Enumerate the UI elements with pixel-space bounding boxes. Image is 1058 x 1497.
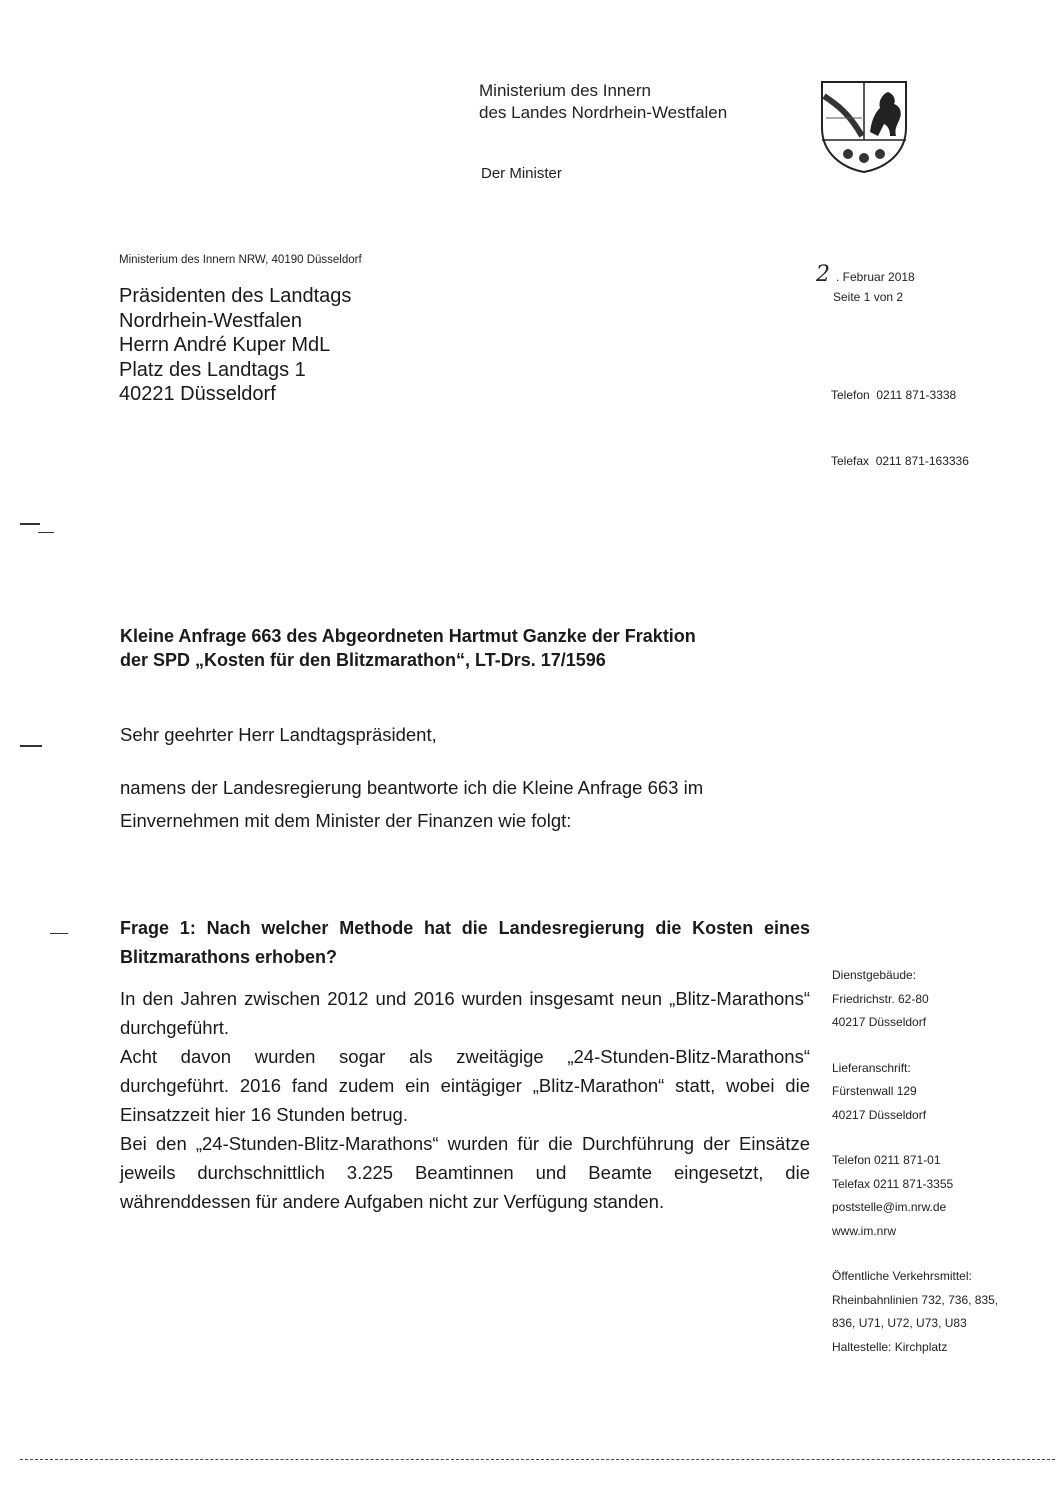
recipient-address	[119, 284, 351, 407]
answer-paragraph-2: Acht davon wurden sogar als zweitägige „24-Stunden-Blitz-Marathons“ durchgeführt. 2016 fand zudem ein eintägiger „Blitz-Marathon“ statt, wobei die Einsatzzeit hier 16 Stunden betrug.	[120, 1046, 810, 1125]
general-website: www.im.nrw	[832, 1223, 897, 1238]
answer-paragraph-1: In den Jahren zwischen 2012 und 2016 wurden insgesamt neun „Blitz-Marathons“ durchgeführt.	[120, 988, 810, 1038]
transit-line-1: Rheinbahnlinien 732, 736, 835,	[832, 1292, 999, 1307]
nrw-coat-of-arms-icon	[818, 78, 910, 174]
recipient-line-2: Nordrhein-Westfalen	[119, 309, 303, 332]
ministry-name	[479, 80, 727, 124]
contact-numbers	[831, 340, 969, 516]
question-1: Frage 1: Nach welcher Methode hat die Landesregierung die Kosten eines Blitzmarathons erhoben?	[120, 918, 810, 967]
recipient-line-3: Herrn André Kuper MdL	[119, 334, 331, 356]
general-phone: Telefon 0211 871-01	[832, 1153, 941, 1167]
contact-phone: Telefon 0211 871-3338	[831, 388, 957, 402]
intro-paragraph: namens der Landesregierung beantworte ich die Kleine Anfrage 663 im Einvernehmen mit dem Minister der Finanzen wie folgt:	[120, 777, 704, 831]
office-city: 40217 Düsseldorf	[832, 1015, 927, 1029]
ministry-line-2: des Landes Nordrhein-Westfalen	[479, 103, 728, 122]
office-street: Friedrichstr. 62-80	[832, 991, 929, 1006]
transit-stop: Haltestelle: Kirchplatz	[832, 1339, 948, 1354]
ministry-line-1: Ministerium des Innern	[479, 81, 651, 100]
answer-1	[120, 984, 810, 1216]
return-address: Ministerium des Innern NRW, 40190 Düsseldorf	[119, 254, 362, 266]
public-transit	[832, 1265, 1052, 1359]
salutation: Sehr geehrter Herr Landtagspräsident,	[120, 724, 437, 745]
recipient-line-4: Platz des Landtags 1	[119, 358, 306, 381]
answer-paragraph-3: Bei den „24-Stunden-Blitz-Marathons“ wurden für die Durchführung der Einsätze jeweils durchschnittlich 3.225 Beamtinnen und Beamte eingesetzt, die währenddessen für andere Aufgaben nicht zur Verfügung standen.	[120, 1133, 810, 1212]
subject-line-2: der SPD „Kosten für den Blitzmarathon“, LT-Drs. 17/1596	[120, 650, 606, 670]
date-month-year: . Februar 2018	[836, 270, 915, 284]
delivery-address	[832, 1057, 1052, 1128]
punch-mark	[20, 745, 42, 747]
recipient-line-1: Präsidenten des Landtags	[119, 285, 352, 307]
recipient-line-5: 40221 Düsseldorf	[119, 383, 276, 405]
scan-edge-line	[20, 1459, 1055, 1460]
fold-mark-top-tail	[38, 532, 54, 533]
delivery-street: Fürstenwall 129	[832, 1084, 917, 1098]
minister-label: Der Minister	[481, 165, 562, 182]
delivery-city: 40217 Düsseldorf	[832, 1107, 927, 1122]
general-contact	[832, 1149, 1052, 1243]
office-label: Dienstgebäude:	[832, 968, 917, 982]
transit-line-2: 836, U71, U72, U73, U83	[832, 1316, 967, 1330]
subject-line-1: Kleine Anfrage 663 des Abgeordneten Hartmut Ganzke der Fraktion	[120, 626, 696, 646]
subject-heading	[120, 624, 810, 672]
general-email: poststelle@im.nrw.de	[832, 1200, 947, 1214]
contact-fax: Telefax 0211 871-163336	[831, 454, 969, 468]
handwritten-day: 2	[816, 262, 830, 287]
office-address	[832, 964, 1052, 1035]
letter-date	[816, 262, 915, 287]
page-indicator: Seite 1 von 2	[833, 290, 904, 304]
delivery-label: Lieferanschrift:	[832, 1060, 911, 1075]
fold-mark-top	[20, 523, 40, 525]
general-fax: Telefax 0211 871-3355	[832, 1176, 954, 1191]
ministry-contact-sidebar	[832, 964, 1052, 1381]
fold-mark-bottom	[50, 933, 68, 934]
transit-label: Öffentliche Verkehrsmittel:	[832, 1269, 972, 1283]
